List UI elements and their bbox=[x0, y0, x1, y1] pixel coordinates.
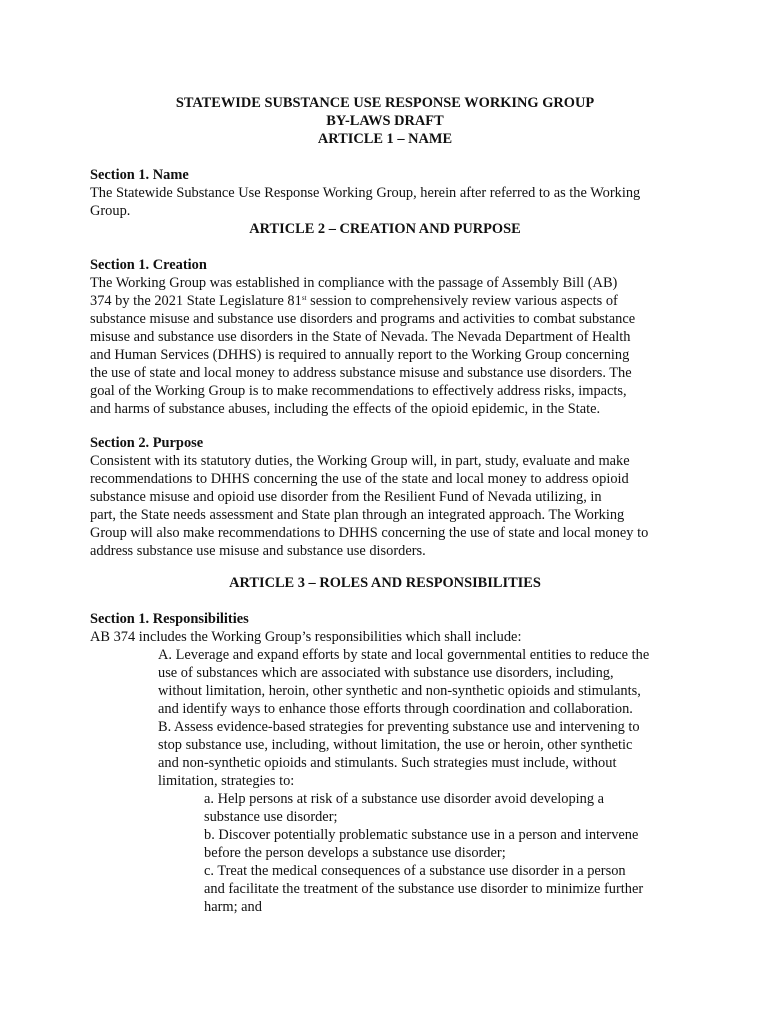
list-line: a. Help persons at risk of a substance use disorder avoid developing a bbox=[204, 791, 605, 807]
paragraph-line bbox=[90, 292, 635, 310]
article-2-section-1 bbox=[90, 256, 635, 418]
article-2-section-2 bbox=[90, 434, 648, 560]
line-text: session to comprehensively review various aspects of bbox=[306, 293, 618, 309]
list-line: and non-synthetic opioids and stimulants. Such strategies must include, without bbox=[158, 755, 617, 771]
paragraph-line: part, the State needs assessment and State plan through an integrated approach. The Working bbox=[90, 507, 625, 523]
list-line: without limitation, heroin, other synthetic and non-synthetic opioids and stimulants, bbox=[158, 683, 641, 699]
list-line: limitation, strategies to: bbox=[158, 773, 295, 789]
paragraph-line: AB 374 includes the Working Group’s responsibilities which shall include: bbox=[90, 629, 522, 645]
paragraph-line: Consistent with its statutory duties, the Working Group will, in part, study, evaluate and make bbox=[90, 453, 630, 469]
article-1-section-1 bbox=[90, 166, 640, 220]
section-heading: Section 1. Name bbox=[90, 167, 189, 183]
list-line: c. Treat the medical consequences of a substance use disorder in a person bbox=[204, 863, 626, 879]
paragraph-line: The Statewide Substance Use Response Working Group, herein after referred to as the Working bbox=[90, 185, 641, 201]
paragraph-line: Group will also make recommendations to DHHS concerning the use of state and local money to bbox=[90, 525, 649, 541]
paragraph-line: substance misuse and opioid use disorder from the Resilient Fund of Nevada utilizing, in bbox=[90, 489, 602, 505]
article-3-heading: ARTICLE 3 – ROLES AND RESPONSIBILITIES bbox=[229, 575, 541, 591]
list-item-a bbox=[158, 646, 649, 718]
paragraph-line: and harms of substance abuses, including the effects of the opioid epidemic, in the State. bbox=[90, 401, 601, 417]
paragraph-line: The Working Group was established in compliance with the passage of Assembly Bill (AB) bbox=[90, 275, 618, 291]
list-line: substance use disorder; bbox=[204, 809, 338, 825]
paragraph-line: recommendations to DHHS concerning the use of the state and local money to address opioid bbox=[90, 471, 629, 487]
article-2-heading: ARTICLE 2 – CREATION AND PURPOSE bbox=[249, 221, 521, 237]
article-1-heading: ARTICLE 1 – NAME bbox=[317, 131, 453, 147]
section-heading: Section 1. Responsibilities bbox=[90, 611, 249, 627]
line-text: 374 by the 2021 State Legislature 81 bbox=[90, 293, 302, 309]
section-heading: Section 2. Purpose bbox=[90, 435, 204, 451]
paragraph-line: goal of the Working Group is to make recommendations to effectively address risks, impacts, bbox=[90, 383, 627, 399]
list-line: use of substances which are associated with substance use disorders, including, bbox=[158, 665, 614, 681]
list-line: before the person develops a substance use disorder; bbox=[204, 845, 506, 861]
list-line: and facilitate the treatment of the substance use disorder to minimize further bbox=[204, 881, 644, 897]
paragraph-line: Group. bbox=[90, 203, 131, 219]
paragraph-line: misuse and substance use disorders in the State of Nevada. The Nevada Department of Health bbox=[90, 329, 631, 345]
document-subtitle: BY-LAWS DRAFT bbox=[326, 113, 444, 129]
list-line: B. Assess evidence-based strategies for preventing substance use and intervening to bbox=[158, 719, 640, 735]
sub-item-c bbox=[204, 862, 643, 916]
sub-item-a bbox=[204, 790, 604, 826]
list-line: harm; and bbox=[204, 899, 262, 915]
article-3-section-1 bbox=[90, 610, 521, 646]
list-item-b bbox=[158, 718, 640, 790]
document-header bbox=[0, 94, 770, 148]
sub-item-b bbox=[204, 826, 638, 862]
section-heading: Section 1. Creation bbox=[90, 257, 207, 273]
list-line: A. Leverage and expand efforts by state and local governmental entities to reduce the bbox=[158, 647, 650, 663]
paragraph-line: address substance use misuse and substance use disorders. bbox=[90, 543, 426, 559]
paragraph-line: and Human Services (DHHS) is required to annually report to the Working Group concerning bbox=[90, 347, 630, 363]
ordinal-suffix: st bbox=[301, 294, 307, 302]
paragraph-line: the use of state and local money to address substance misuse and substance use disorders. The bbox=[90, 365, 632, 381]
list-line: and identify ways to enhance those efforts through coordination and collaboration. bbox=[158, 701, 633, 717]
list-line: b. Discover potentially problematic substance use in a person and intervene bbox=[204, 827, 639, 843]
document-title: STATEWIDE SUBSTANCE USE RESPONSE WORKING GROUP bbox=[175, 95, 595, 111]
list-line: stop substance use, including, without limitation, the use or heroin, other synthetic bbox=[158, 737, 633, 753]
paragraph-line: substance misuse and substance use disorders and programs and activities to combat substance bbox=[90, 311, 636, 327]
